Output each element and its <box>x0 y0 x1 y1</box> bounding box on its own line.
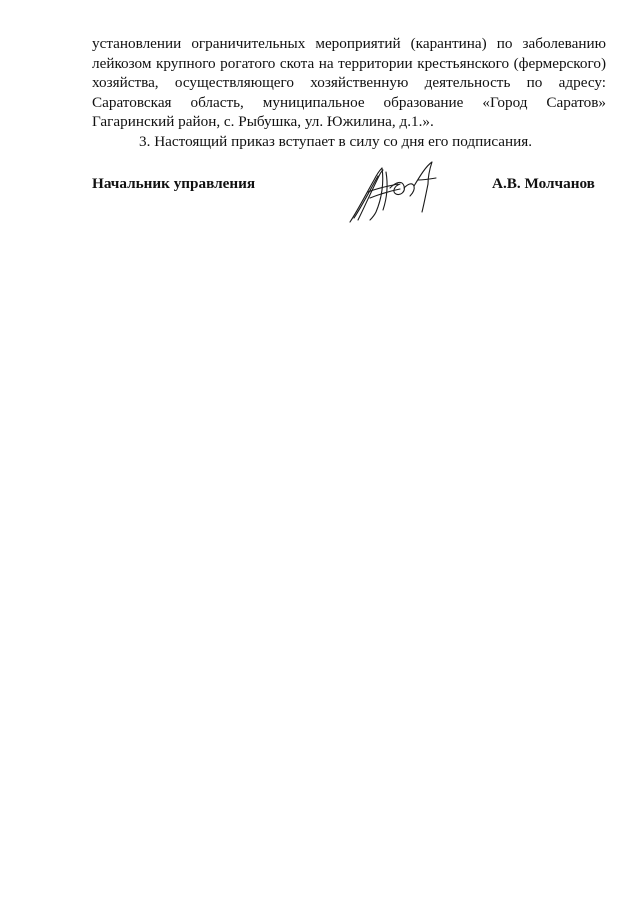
handwritten-signature <box>344 158 444 230</box>
signature-position-title: Начальник управления <box>92 175 256 192</box>
paragraph-item-3: 3. Настоящий приказ вступает в силу со дня его подписания. <box>139 132 533 150</box>
document-body <box>92 34 606 151</box>
paragraph-continuation: установлении ограничительных мероприятий (карантина) по заболеванию лейкозом крупного рогатого скота на территории крестьянского (фермерского) хозяйства, осуществляющего хозяйственную деятельность по адресу: Саратовская область, муниципальное образование «Город Саратов» Гагаринский район, с. Рыбушка, ул. Южилина, д.1.». <box>92 35 606 130</box>
signatory-name: А.В. Молчанов <box>492 175 595 192</box>
